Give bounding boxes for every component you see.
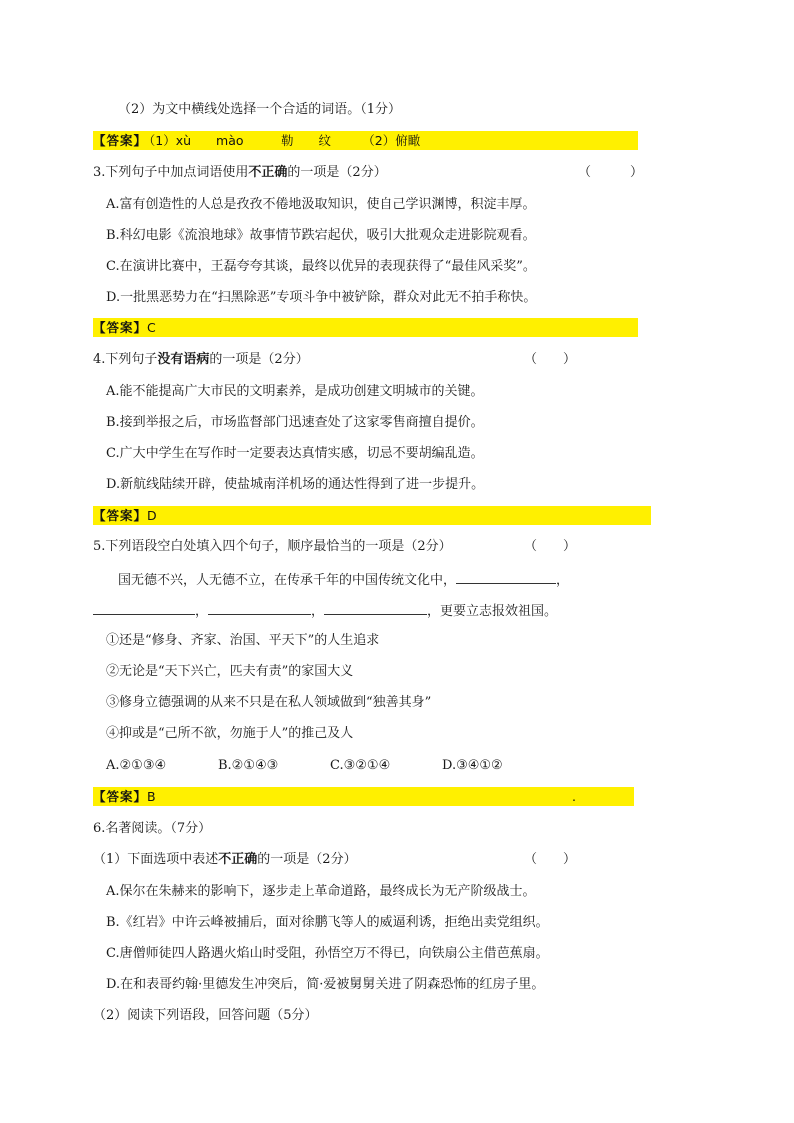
q5-item-2: ②无论是“天下兴亡，匹夫有责”的家国大义 xyxy=(106,664,354,679)
q5-choice-c: C.③②①④ xyxy=(330,758,391,773)
q6-option-b: B.《红岩》中许云峰被捕后，面对徐鹏飞等人的威逼利诱，拒绝出卖党组织。 xyxy=(106,915,549,930)
answer-text: （1）xù mào 勒 纹 （2）俯瞰 xyxy=(149,133,421,148)
q4-option-d: D.新航线陆续开辟，使盐城南洋机场的通达性得到了进一步提升。 xyxy=(106,477,485,492)
q3-stem-tail: 的一项是（2分） xyxy=(287,165,387,180)
answer-bar-q2 xyxy=(93,131,638,150)
q5-stem: 5.下列语段空白处填入四个句子，顺序最恰当的一项是（2分） xyxy=(93,539,452,554)
answer-bar-q3 xyxy=(93,318,638,337)
q5-passage-line1 xyxy=(118,569,569,590)
q5-passage-line2 xyxy=(93,600,557,621)
q4-option-c: C.广大中学生在写作时一定要表达真情实感，切忌不要胡编乱造。 xyxy=(106,446,484,461)
q6-option-d: D.在和表哥约翰·里德发生冲突后，简·爱被舅舅关进了阴森恐怖的红房子里。 xyxy=(106,977,545,992)
q3-option-b: B.科幻电影《流浪地球》故事情节跌宕起伏，吸引大批观众走进影院观看。 xyxy=(106,228,536,243)
q4-stem xyxy=(93,351,309,369)
answer-text: C xyxy=(147,320,156,335)
q4-option-a: A.能不能提高广大市民的文明素养，是成功创建文明城市的关键。 xyxy=(106,384,484,399)
q6-sub1-tail: 的一项是（2分） xyxy=(257,852,357,867)
q5-choice-b: B.②①④③ xyxy=(218,758,279,773)
answer-bar-q5 xyxy=(93,787,570,806)
q5-item-3: ③修身立德强调的从来不只是在私人领域做到“独善其身” xyxy=(106,695,432,710)
q6-answer-paren: （ ） xyxy=(524,852,577,867)
q5-choice-a: A.②①③④ xyxy=(106,758,167,773)
fill-blank-3[interactable] xyxy=(208,600,311,615)
answer-label: 【答案】 xyxy=(93,133,148,148)
q5-item-4: ④抑或是“己所不欲，勿施于人”的推己及人 xyxy=(106,726,354,741)
fill-blank-1[interactable] xyxy=(456,569,556,584)
answer-tail-dot: . xyxy=(572,789,576,804)
q6-sub2-stem: （2）阅读下列语段，回答问题（5分） xyxy=(93,1008,318,1023)
q3-stem-text: 3.下列句子中加点词语使用 xyxy=(93,165,249,180)
answer-bar-q4 xyxy=(93,506,651,525)
answer-label: 【答案】 xyxy=(93,789,148,804)
answer-label: 【答案】 xyxy=(93,320,148,335)
q3-option-d: D.一批黑恶势力在“扫黑除恶”专项斗争中被铲除，群众对此无不拍手称快。 xyxy=(106,290,537,305)
q6-sub1-emphasis: 不正确 xyxy=(218,852,258,867)
fill-blank-4[interactable] xyxy=(324,600,427,615)
q5-answer-paren: （ ） xyxy=(524,539,577,554)
q5-item-1: ①还是“修身、齐家、治国、平天下”的人生追求 xyxy=(106,633,380,648)
q4-stem-tail: 的一项是（2分） xyxy=(209,352,309,367)
q5-passage-text: 国无德不兴，人无德不立，在传承千年的中国传统文化中， xyxy=(118,573,457,588)
q2-subquestion: （2）为文中横线处选择一个合适的词语。（1分） xyxy=(118,102,402,117)
answer-text: D xyxy=(147,508,157,523)
q5-passage-end: ，更要立志报效祖国。 xyxy=(427,604,558,619)
answer-text: B xyxy=(147,789,156,804)
q4-option-b: B.接到举报之后，市场监督部门迅速查处了这家零售商擅自提价。 xyxy=(106,415,484,430)
q5-comma: ， xyxy=(311,604,325,619)
q6-sub1-text: （1）下面选项中表述 xyxy=(93,852,219,867)
q6-option-a: A.保尔在朱赫来的影响下，逐步走上革命道路，最终成长为无产阶级战士。 xyxy=(106,884,536,899)
fill-blank-2[interactable] xyxy=(93,600,195,615)
q3-option-a: A.富有创造性的人总是孜孜不倦地汲取知识，使自己学识渊博，积淀丰厚。 xyxy=(106,197,536,212)
answer-label: 【答案】 xyxy=(93,508,148,523)
q5-comma: ， xyxy=(195,604,209,619)
q4-answer-paren: （ ） xyxy=(524,352,577,367)
q6-sub1-stem xyxy=(93,851,357,869)
q3-option-c: C.在演讲比赛中，王磊夸夸其谈，最终以优异的表现获得了“最佳风采奖”。 xyxy=(106,259,536,274)
q5-comma: ， xyxy=(556,573,570,588)
q6-stem: 6.名著阅读。（7分） xyxy=(93,821,212,836)
q5-choice-d: D.③④①② xyxy=(442,758,503,773)
q4-stem-text: 4.下列句子 xyxy=(93,352,158,367)
q3-stem xyxy=(93,164,387,182)
q3-answer-paren: （ ） xyxy=(578,165,644,180)
q3-stem-emphasis: 不正确 xyxy=(248,165,288,180)
q4-stem-emphasis: 没有语病 xyxy=(157,352,210,367)
q6-option-c: C.唐僧师徒四人路遇火焰山时受阻，孙悟空万不得已，向铁扇公主借芭蕉扇。 xyxy=(106,946,549,961)
answer-bar-q5-tail xyxy=(570,787,634,806)
